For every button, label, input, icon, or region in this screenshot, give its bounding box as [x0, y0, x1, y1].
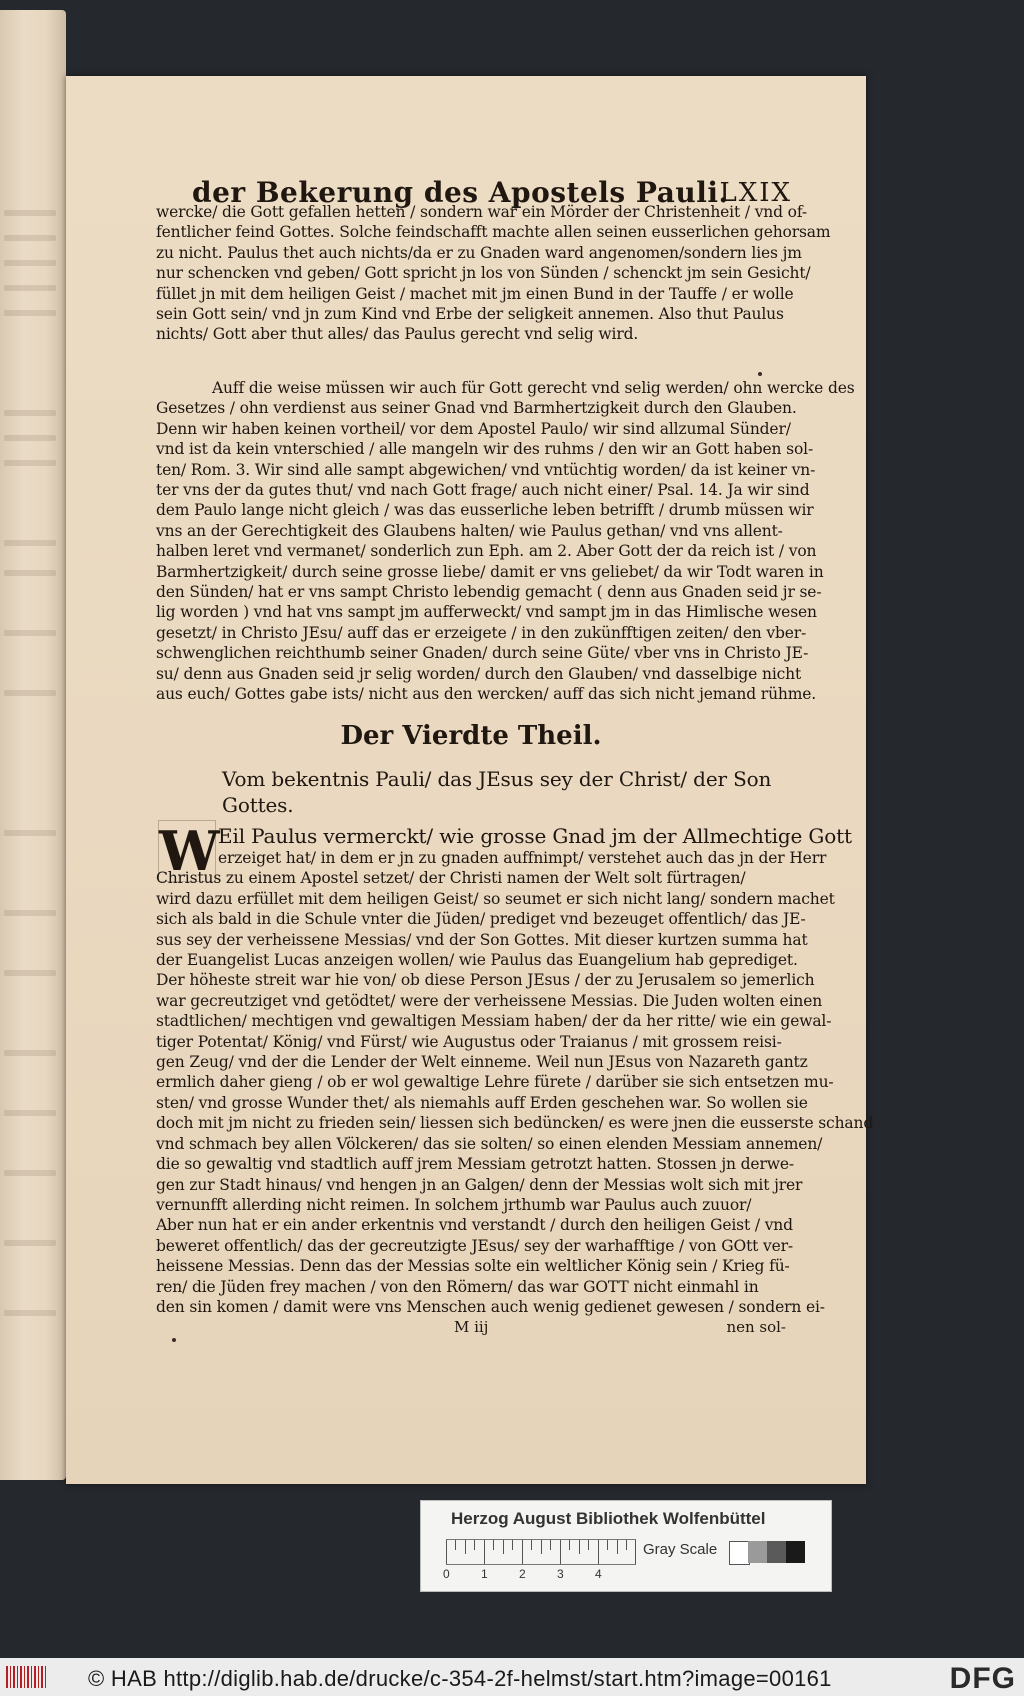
text-line: füllet jn mit dem heiligen Geist / machet mit jm einen Bund in der Tauffe / er wolle: [156, 284, 794, 303]
text-line: sus sey der verheissene Messias/ vnd der Son Gottes. Mit dieser kurtzen summa hat: [156, 930, 808, 949]
decorated-initial: W: [159, 819, 220, 883]
color-checker-card: [420, 1500, 832, 1592]
text-line: war gecreutziget vnd getödtet/ were der verheissene Messias. Die Juden wolten einen: [156, 991, 823, 1010]
subtitle-line: Gottes.: [222, 793, 294, 817]
text-line: su/ denn aus Gnaden seid jr selig worden/ durch den Glauben/ vnd dasselbige nicht: [156, 664, 802, 683]
signature-mark: M iij: [454, 1318, 489, 1336]
text-line: Denn wir haben keinen vortheil/ vor dem Apostel Paulo/ wir sind allzumal Sünder/: [156, 419, 791, 438]
gray-swatch: [786, 1541, 805, 1563]
text-line: ren/ die Jüden frey machen / von den Römern/ das war GOTT nicht einmahl in: [156, 1277, 759, 1296]
text-line: sein Gott sein/ vnd jn zum Kind vnd Erbe der seligkeit annemen. Also thut Paulus: [156, 305, 784, 324]
text-line: tiger Potentat/ König/ vnd Fürst/ wie Augustus oder Traianus / mit grossem reisi-: [156, 1032, 782, 1051]
paragraph-1: [156, 202, 831, 345]
text-line: die so gewaltig vnd stadtlich auff jrem Messiam getrotzt hatten. Stossen jn derwe-: [156, 1155, 794, 1174]
viewer-footer: [0, 1658, 1024, 1696]
paragraph-3: [156, 824, 874, 1317]
running-head-title: der Bekerung des Apostels Pauli.: [192, 176, 729, 209]
text-line: der Euangelist Lucas anzeigen wollen/ wie Paulus das Euangelium hab geprediget.: [156, 951, 798, 970]
text-line: ter vns der da gutes thut/ vnd nach Gott frage/ auch nicht einer/ Psal. 14. Ja wir sind: [156, 481, 810, 500]
paragraph-2: [156, 378, 855, 705]
scale-number: 2: [519, 1567, 526, 1581]
text-line: sten/ vnd grosse Wunder thet/ als niemahls auff Erden geschehen war. So wollen sie: [156, 1093, 808, 1112]
ink-spot: [172, 1338, 176, 1342]
book-page: [66, 76, 874, 1484]
ink-spot: [758, 372, 762, 376]
text-line: Aber nun hat er ein ander erkentnis vnd verstandt / durch den heiligen Geist / vnd: [156, 1216, 793, 1235]
text-line: Christus zu einem Apostel setzet/ der Christi namen der Welt solt fürtragen/: [156, 869, 746, 888]
gray-swatch: [748, 1541, 767, 1563]
text-line: Barmhertzigkeit/ durch seine grosse liebe/ damit er vns geliebet/ da wir Todt waren in: [156, 562, 824, 581]
text-line: Der höheste streit war hie von/ ob diese Person JEsus / der zu Jerusalem so jemerlich: [156, 971, 815, 990]
text-line: ten/ Rom. 3. Wir sind alle sampt abgewichen/ vnd vntüchtig worden/ da ist keiner vn-: [156, 460, 816, 479]
text-line: gen zur Stadt hinaus/ vnd hengen jn an Galgen/ denn der Messias wolt sich mit jrer: [156, 1175, 803, 1194]
text-line: vernunfft allerding nicht reimen. In solchem jrthumb war Paulus auch zuuor/: [156, 1195, 752, 1214]
scale-ruler: [446, 1539, 636, 1565]
text-line: den sin komen / damit were vns Menschen auch wenig gedienet gewesen / sondern ei-: [156, 1297, 825, 1316]
section-title: Der Vierdte Theil.: [340, 721, 602, 751]
text-line: beweret offentlich/ das der gecreutzigte JEsus/ sey der warhafftige / von GOtt ver-: [156, 1236, 793, 1255]
text-line: aus euch/ Gottes gabe ists/ nicht aus den wercken/ auff das sich nicht jemand rühme.: [156, 685, 817, 704]
text-line: vnd schmach bey allen Völckeren/ das sie solten/ so einen elenden Messiam annemen/: [156, 1134, 823, 1153]
folio-number: LXIX: [719, 178, 792, 208]
scale-number: 0: [443, 1567, 450, 1581]
subtitle-line: Vom bekentnis Pauli/ das JEsus sey der Christ/ der Son: [222, 767, 772, 791]
signature-line: [156, 1318, 786, 1340]
text-line: erzeiget hat/ in dem er jn zu gnaden auffnimpt/ verstehet auch das jn der Herr: [218, 849, 827, 867]
text-line: zu nicht. Paulus thet auch nichts/da er zu Gnaden ward angenomen/sondern lies jm: [156, 243, 802, 262]
dfg-logo: DFG: [949, 1662, 1016, 1695]
text-line: den Sünden/ hat er vns sampt Christo lebendig gemacht ( denn aus Gnaden seid jr se-: [156, 583, 822, 602]
text-line: nur schencken vnd geben/ Gott spricht jn los von Sünden / schenckt jm sein Gesicht/: [156, 264, 811, 283]
scale-number: 3: [557, 1567, 564, 1581]
section-subtitle: [156, 766, 786, 818]
text-line: Auff die weise müssen wir auch für Gott gerecht vnd selig werden/ ohn wercke des: [212, 379, 855, 397]
scale-number: 1: [481, 1567, 488, 1581]
gray-swatch: [729, 1541, 750, 1565]
previous-page-edge: [0, 10, 66, 1480]
text-line: halben leret vnd vermanet/ sonderlich zun Eph. am 2. Aber Gott der da reich ist / von: [156, 542, 817, 561]
text-line: doch mit jm nicht zu frieden sein/ liessen sich bedüncken/ es were jnen die eusserste schand: [156, 1114, 874, 1133]
text-line: Eil Paulus vermerckt/ wie grosse Gnad jm der Allmechtige Gott: [218, 824, 852, 848]
text-line: ermlich daher gieng / ob er wol gewaltige Lehre fürete / darüber sie sich entsetzen mu-: [156, 1073, 834, 1092]
gray-scale-label: Gray Scale: [643, 1541, 718, 1558]
library-name: Herzog August Bibliothek Wolfenbüttel: [451, 1509, 766, 1528]
text-line: schwenglichen reichthumb seiner Gnaden/ durch seine Güte/ vber vns in Christo JE-: [156, 644, 809, 663]
text-line: dem Paulo lange nicht gleich / was das eusserliche leben betrifft / drumb müssen wir: [156, 501, 814, 520]
text-line: vnd ist da kein vnterschied / alle mangeln wir des ruhms / den wir an Gott haben sol-: [156, 440, 814, 459]
text-line: gesetzt/ in Christo JEsu/ auff das er erzeigete / in den zukünfftigen zeiten/ den vber-: [156, 623, 807, 642]
gray-swatch: [767, 1541, 786, 1563]
source-url[interactable]: © HAB http://diglib.hab.de/drucke/c-354-2f-helmst/start.htm?image=00161: [88, 1666, 832, 1691]
text-line: lig worden ) vnd hat vns sampt jm aufferweckt/ vnd sampt jm in das Himlische wesen: [156, 603, 817, 622]
text-line: heissene Messias. Denn das der Messias solte ein weltlicher König sein / Krieg fü-: [156, 1257, 790, 1276]
text-line: sich als bald in die Schule vnter die Jüden/ prediget vnd bezeuget offentlich/ das JE-: [156, 910, 806, 929]
text-line: Gesetzes / ohn verdienst aus seiner Gnad vnd Barmhertzigkeit durch den Glauben.: [156, 399, 797, 418]
text-line: nichts/ Gott aber thut alles/ das Paulus gerecht vnd selig wird.: [156, 325, 639, 344]
text-line: gen Zeug/ vnd der die Lender der Welt einneme. Weil nun JEsus von Nazareth gantz: [156, 1053, 808, 1072]
text-line: vns an der Gerechtigkeit des Glaubens halten/ wie Paulus gethan/ vnd vns allent-: [156, 521, 783, 540]
text-line: stadtlichen/ mechtigen vnd gewaltigen Messiam haben/ der da her ritte/ wie ein gewal-: [156, 1012, 832, 1031]
catchword: nen sol-: [726, 1318, 786, 1336]
text-line: wercke/ die Gott gefallen hetten / sondern war ein Mörder der Christenheit / vnd of-: [156, 203, 807, 221]
text-line: fentlicher feind Gottes. Solche feindschafft machte allen seinen eusserlichen gehorsam: [156, 223, 831, 242]
scale-number: 4: [595, 1567, 602, 1581]
text-line: wird dazu erfüllet mit dem heiligen Geist/ so seumet er sich nicht lang/ sondern machet: [156, 889, 835, 908]
barcode-icon: [6, 1666, 46, 1688]
